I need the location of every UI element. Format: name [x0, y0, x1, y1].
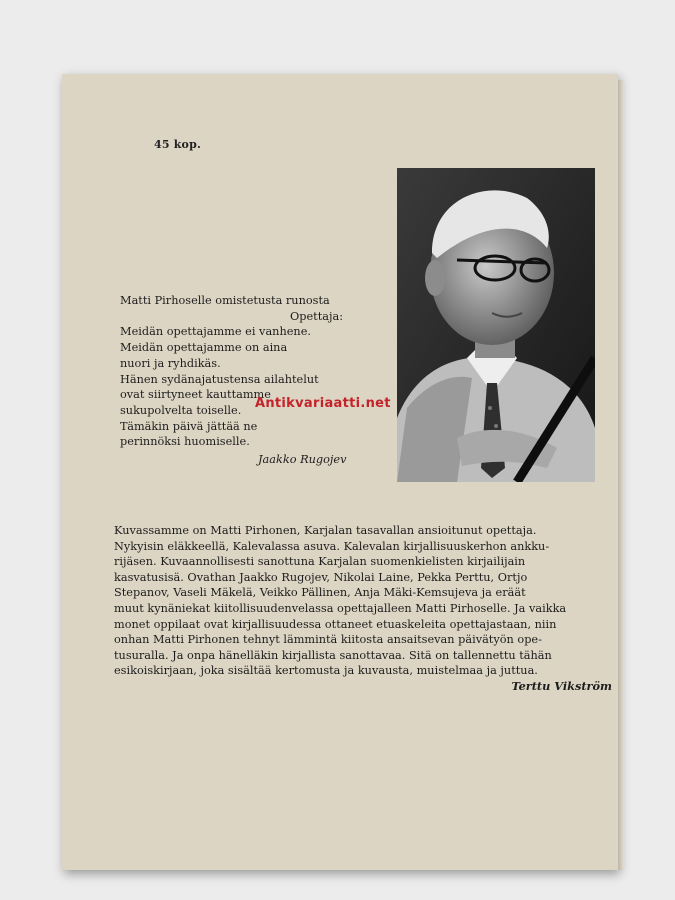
author-photo: [397, 168, 595, 482]
watermark: Antikvariaatti.net: [255, 396, 391, 411]
poem-line: Matti Pirhoselle omistetusta runosta: [120, 294, 330, 307]
price-label: 45 kop.: [154, 138, 202, 151]
paragraph-line: monet oppilaat ovat kirjallisuudessa ottaneet etuaskeleita opettajastaan, niin: [114, 617, 557, 631]
poem-line: perinnöksi huomiselle.: [120, 435, 250, 449]
paragraph-line: Kuvassamme on Matti Pirhonen, Karjalan tasavallan ansioitunut opettaja.: [114, 524, 537, 537]
poem-line: Hänen sydänajatustensa ailahtelut: [120, 372, 319, 386]
paragraph-line: Stepanov, Vaseli Mäkelä, Veikko Pällinen, Anja Mäki-Kemsujeva ja eräät: [114, 586, 526, 600]
poem-line: Meidän opettajamme ei vanhene.: [120, 325, 311, 339]
poem-line: sukupolvelta toiselle.: [120, 403, 242, 417]
book-page-edge: [618, 80, 624, 870]
paragraph-line: Nykyisin eläkkeellä, Kalevalassa asuva. Kalevalan kirjallisuuskerhon ankku-: [114, 539, 550, 553]
paragraph-line: muut kynäniekat kiitollisuudenvelassa opettajalleen Matti Pirhoselle. Ja vaikka: [114, 601, 567, 615]
book-back-cover: [62, 74, 618, 870]
poem-line: Opettaja:: [290, 309, 344, 323]
poem-line: Tämäkin päivä jättää ne: [120, 419, 258, 433]
dedication-poem: [120, 293, 390, 468]
portrait-image: [397, 168, 595, 482]
poem-author: Jaakko Rugojev: [258, 453, 347, 467]
description-paragraph: [114, 523, 614, 695]
paragraph-line: tusuralla. Ja onpa hänelläkin kirjallista sanottavaa. Sitä on tallennettu tähän: [114, 648, 552, 662]
paragraph-line: rijäsen. Kuvaannollisesti sanottuna Karjalan suomenkielisten kirjailijain: [114, 555, 526, 569]
paragraph-line: esikoiskirjaan, joka sisältää kertomusta ja kuvausta, muistelmaa ja juttua.: [114, 664, 538, 678]
poem-line: nuori ja ryhdikäs.: [120, 356, 221, 370]
paragraph-line: onhan Matti Pirhonen tehnyt lämmintä kiitosta ansaitsevan päivätyön ope-: [114, 633, 542, 647]
paragraph-line: kasvatusisä. Ovathan Jaakko Rugojev, Nikolai Laine, Pekka Perttu, Ortjo: [114, 570, 528, 584]
poem-line: ovat siirtyneet kauttamme: [120, 388, 271, 402]
poem-line: Meidän opettajamme on aina: [120, 341, 288, 355]
signature: Terttu Vikström: [511, 678, 612, 693]
